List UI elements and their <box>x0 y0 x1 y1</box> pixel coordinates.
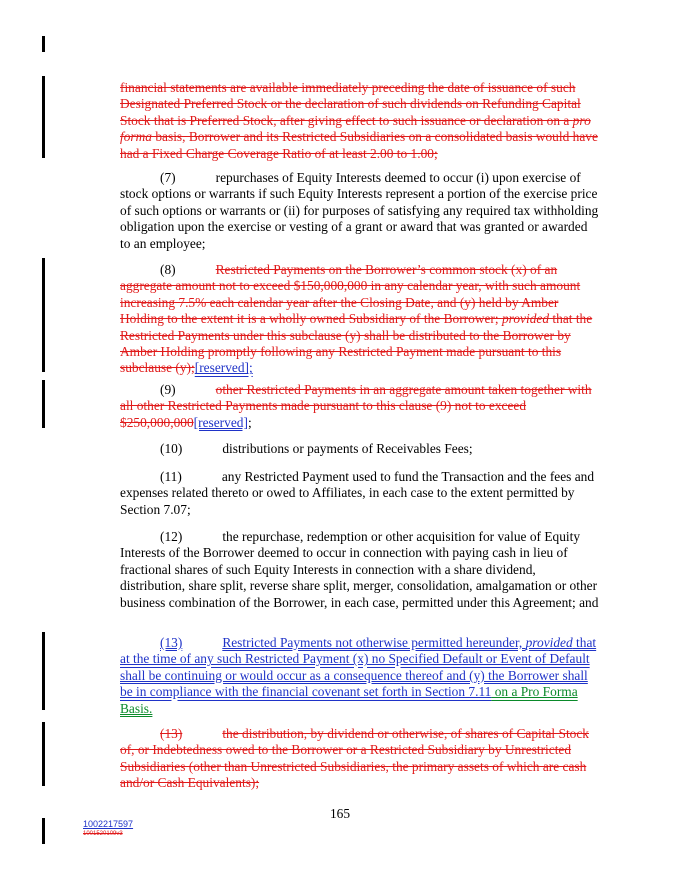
moved-text: on a Pro Forma Basis <box>120 684 578 716</box>
paragraph-13-old <box>120 726 600 792</box>
change-bar <box>42 722 45 786</box>
document-id: 1002217597 <box>83 819 134 829</box>
deleted-text: other Restricted Payments in an aggregate amount taken together with all other Restricted Payments made pursuant to this clause (9) not to exceed $250,000,000 <box>120 382 592 430</box>
inserted-text: Restricted Payments not otherwise permitted hereunder, <box>222 635 526 650</box>
clause-text: any Restricted Payment used to fund the Transaction and the fees and expenses related thereto or owed to Affiliates, in each case to the extent permitted by Section 7.07; <box>120 469 595 517</box>
clause-text: the repurchase, redemption or other acquisition for value of Equity Interests of the Borrower deemed to occur in connection with paying cash in lieu of fractional shares of such Equity Interests in connection with a share dividend, distribution, share split, reverse share split, merger, consolidation, amalgamation or other business combination of the Borrower, in each case, permitted under this Agreement; and <box>120 529 599 610</box>
paragraph-9 <box>120 382 600 431</box>
paragraph-10 <box>120 441 600 457</box>
change-bar <box>42 76 45 158</box>
clause-number: (11) <box>160 469 182 484</box>
deleted-text-italic: provided <box>501 311 550 327</box>
clause-number: (8) <box>160 262 176 277</box>
change-bar <box>42 380 45 428</box>
change-bar <box>42 258 45 372</box>
clause-text: distributions or payments of Receivables Fees; <box>222 441 473 456</box>
clause-number: (9) <box>160 382 176 397</box>
paragraph-11 <box>120 469 600 518</box>
deleted-text: basis, Borrower and its Restricted Subsidiaries on a consolidated basis would have had a Fixed Charge Coverage Ratio of at least 2.00 to 1.00; <box>120 129 598 161</box>
page-number: 165 <box>329 806 351 821</box>
deleted-text: the distribution, by dividend or otherwise, of shares of Capital Stock of, or Indebtedness owed to the Borrower or a Restricted Subsidiary by Unrestricted Subsidiaries (other than Unrestricted Subsidiaries, the primary assets of which are cash and/or Cash Equivalents); <box>120 726 590 791</box>
clause-text: repurchases of Equity Interests deemed to occur (i) upon exercise of stock options or warrants if such Equity Interests represent a portion of the exercise price of such options or warrants or (ii) for purposes of satisfying any required tax withholding obligation upon the exercise or vesting of a grant or award that was granted or awarded to an employee; <box>120 170 599 251</box>
clause-number: (7) <box>160 170 176 185</box>
change-bar <box>42 632 45 710</box>
clause-number: (10) <box>160 441 183 456</box>
paragraph-13-new <box>120 635 600 717</box>
clause-number: (13) <box>160 635 183 650</box>
deleted-text: Restricted Payments on the Borrower’s common stock (x) of an aggregate amount not to exceed $150,000,000 in any calendar year, with such amount increasing 7.5% each calendar year after the Closing Date, and (y) held by Amber Holding to the extent it is a wholly owned Subsidiary of the Borrower; <box>120 262 581 327</box>
deleted-text-italic: pro forma <box>120 112 591 145</box>
paragraph-intro-deleted <box>120 80 600 162</box>
paragraph-12 <box>120 529 600 611</box>
deleted-text: financial statements are available immediately preceding the date of issuance of such Designated Preferred Stock or the declaration of such dividends on Refunding Capital Stock that is Preferred Stock, after giving effect to such issuance or declaration on a <box>120 80 581 128</box>
moved-text: . <box>149 700 153 716</box>
clause-number: (12) <box>160 529 183 544</box>
inserted-text-italic: provided <box>525 635 573 650</box>
clause-text: ; <box>247 414 252 430</box>
inserted-text: [reserved] <box>193 414 248 430</box>
paragraph-8 <box>120 262 600 377</box>
paragraph-7 <box>120 170 600 252</box>
old-document-id: 1001520109v3 <box>83 831 123 837</box>
clause-number: (13) <box>160 726 183 741</box>
inserted-text: [reserved]; <box>194 360 253 376</box>
deleted-text: that the Restricted Payments under this subclause (y) shall be distributed to the Borrower by Amber Holding promptly following any Restricted Payment made pursuant to this subclause (y); <box>120 311 593 376</box>
inserted-text: that at the time of any such Restricted Payment (x) no Specified Default or Event of Default shall be continuing or would occur as a consequence thereof and (y) the Borrower shall be in compliance with the financial covenant set forth in Section 7.11 <box>120 635 597 700</box>
change-bar <box>42 36 45 52</box>
